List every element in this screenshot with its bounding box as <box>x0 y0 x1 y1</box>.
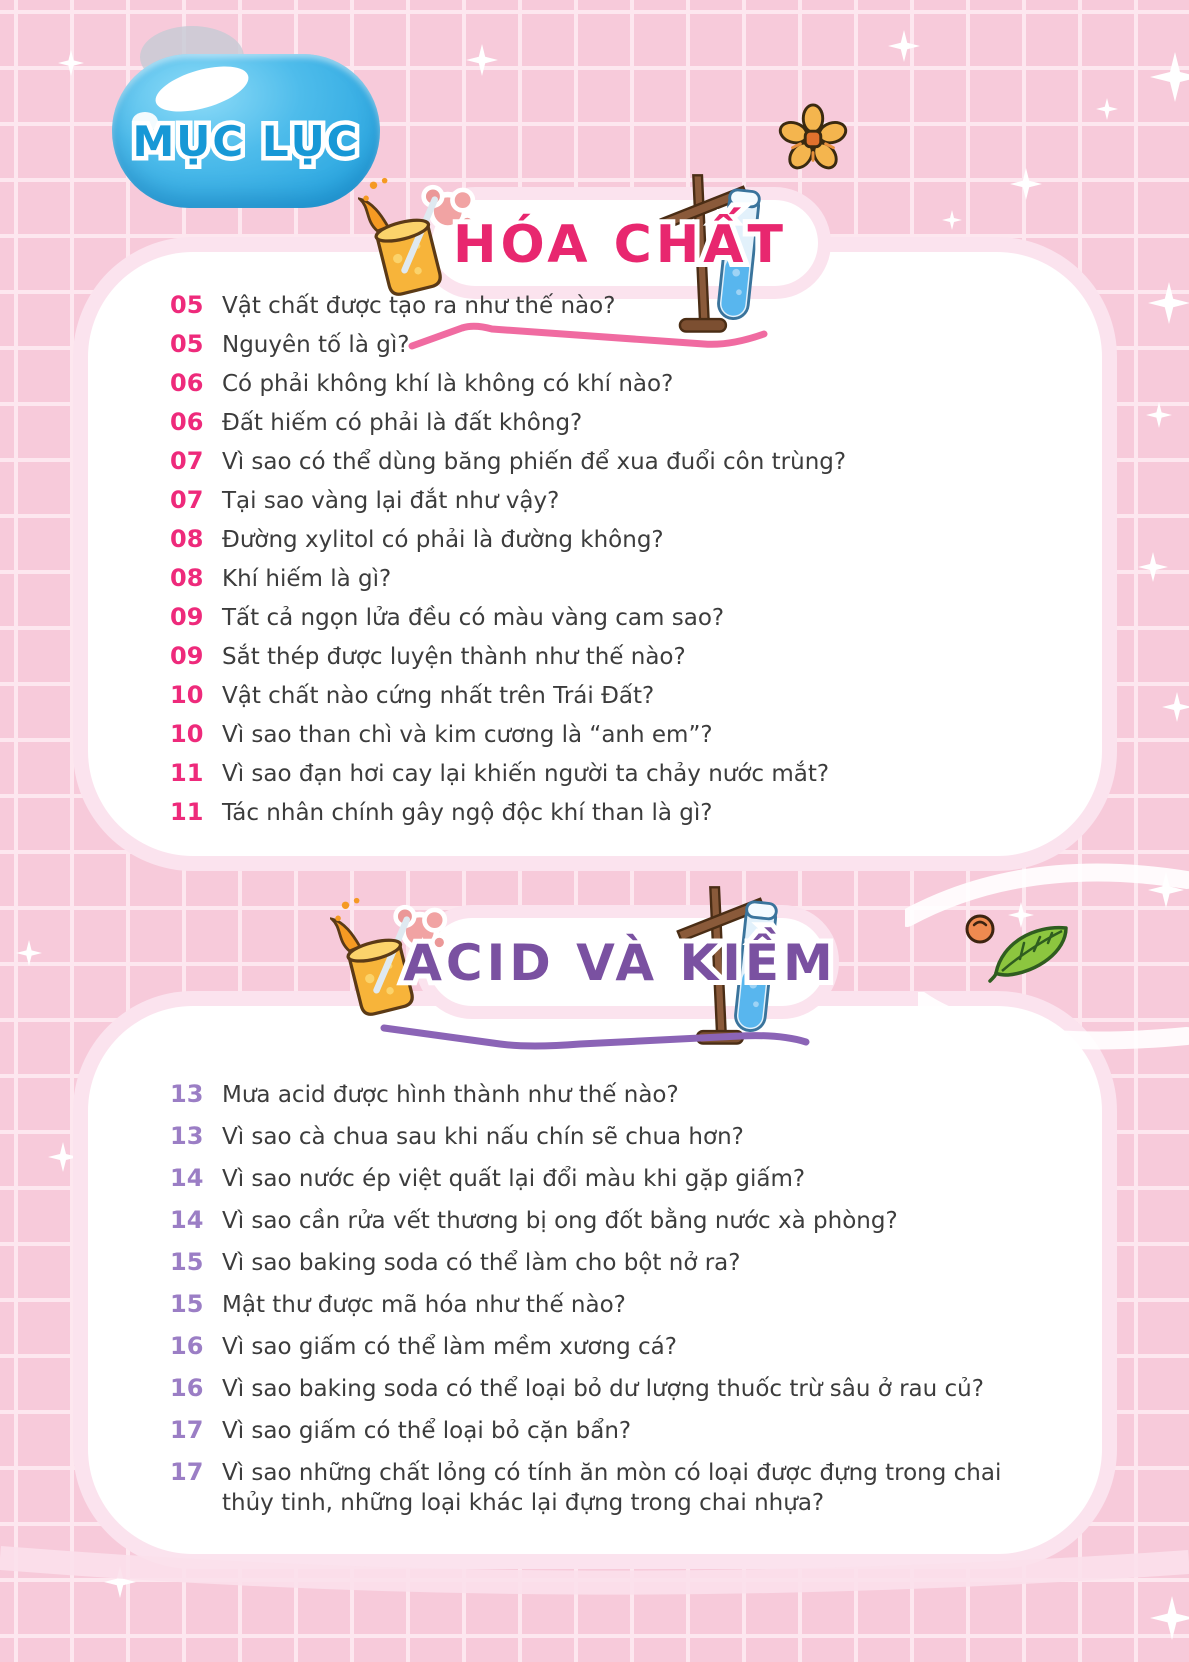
section2-title: ACID VÀ KIỀM <box>403 934 837 992</box>
section1-underline <box>408 320 768 354</box>
toc-entry-page-number: 07 <box>170 447 204 475</box>
toc-entry <box>170 408 1040 437</box>
toc-entry <box>170 720 1040 749</box>
sparkle-icon <box>888 30 920 62</box>
sparkle-icon <box>1162 692 1189 722</box>
toc-entry <box>170 798 1040 827</box>
toc-entry <box>170 603 1040 632</box>
toc-entry <box>170 525 1040 554</box>
toc-entry-page-number: 09 <box>170 642 204 670</box>
toc-entry-page-number: 08 <box>170 525 204 553</box>
toc-entry <box>170 1416 1040 1446</box>
toc-entry-title: Vì sao nước ép việt quất lại đổi màu khi gặp giấm? <box>222 1166 806 1192</box>
flower-icon <box>778 100 848 174</box>
toc-entry-title: Đất hiếm có phải là đất không? <box>222 410 583 436</box>
toc-entry-page-number: 17 <box>170 1416 204 1444</box>
toc-entry-page-number: 11 <box>170 798 204 826</box>
toc-entry-title: Tất cả ngọn lửa đều có màu vàng cam sao? <box>222 605 725 631</box>
toc-entry-page-number: 07 <box>170 486 204 514</box>
toc-entry <box>170 1248 1040 1278</box>
sparkle-icon <box>16 940 42 966</box>
sparkle-icon <box>1138 552 1168 582</box>
toc-entry-page-number: 05 <box>170 330 204 358</box>
sparkle-icon <box>942 210 962 230</box>
toc-entry-title: Mưa acid được hình thành như thế nào? <box>222 1082 679 1108</box>
toc-entry <box>170 1290 1040 1320</box>
toc-entry-title: Vì sao than chì và kim cương là “anh em”? <box>222 722 713 748</box>
toc-entry-title: Tại sao vàng lại đắt như vậy? <box>222 488 560 514</box>
toc-entry <box>170 759 1040 788</box>
toc-entry <box>170 564 1040 593</box>
toc-entry-page-number: 14 <box>170 1164 204 1192</box>
toc-entry-title: Vì sao giấm có thể loại bỏ cặn bẩn? <box>222 1418 632 1444</box>
toc-entry-title: Nguyên tố là gì? <box>222 332 410 358</box>
white-swoosh-decoration <box>918 992 1189 1062</box>
toc-entry <box>170 1374 1040 1404</box>
toc-entry-title: Có phải không khí là không có khí nào? <box>222 371 674 397</box>
toc-entry-title: Vì sao baking soda có thể làm cho bột nở ra? <box>222 1250 741 1276</box>
toc-entry-title: Vật chất nào cứng nhất trên Trái Đất? <box>222 683 655 709</box>
section2-toc-list <box>170 1080 1040 1530</box>
toc-entry-title: Vì sao giấm có thể làm mềm xương cá? <box>222 1334 677 1360</box>
toc-entry-title: Mật thư được mã hóa như thế nào? <box>222 1292 626 1318</box>
toc-entry-page-number: 17 <box>170 1458 204 1486</box>
section1-toc-list <box>170 291 1040 837</box>
toc-entry <box>170 1164 1040 1194</box>
toc-entry <box>170 681 1040 710</box>
toc-entry-page-number: 08 <box>170 564 204 592</box>
toc-entry-page-number: 11 <box>170 759 204 787</box>
toc-entry-page-number: 14 <box>170 1206 204 1234</box>
toc-entry <box>170 447 1040 476</box>
sparkle-icon <box>466 44 498 76</box>
sparkle-icon <box>1150 52 1189 102</box>
toc-entry-title: Vì sao cần rửa vết thương bị ong đốt bằng nước xà phòng? <box>222 1208 898 1234</box>
toc-entry-title: Vì sao cà chua sau khi nấu chín sẽ chua hơn? <box>222 1124 744 1150</box>
toc-entry <box>170 642 1040 671</box>
sparkle-icon <box>1146 402 1172 428</box>
toc-entry-page-number: 16 <box>170 1374 204 1402</box>
toc-entry <box>170 369 1040 398</box>
toc-entry-title: Vì sao baking soda có thể loại bỏ dư lượng thuốc trừ sâu ở rau củ? <box>222 1376 984 1402</box>
toc-entry <box>170 1206 1040 1236</box>
toc-entry-page-number: 06 <box>170 408 204 436</box>
toc-entry-page-number: 15 <box>170 1248 204 1276</box>
toc-entry-page-number: 16 <box>170 1332 204 1360</box>
sparkle-icon <box>1010 168 1042 200</box>
toc-entry-page-number: 10 <box>170 681 204 709</box>
toc-entry-page-number: 15 <box>170 1290 204 1318</box>
toc-entry-page-number: 05 <box>170 291 204 319</box>
toc-entry <box>170 1458 1040 1518</box>
toc-entry <box>170 1332 1040 1362</box>
toc-entry-title: Khí hiếm là gì? <box>222 566 392 592</box>
toc-entry-page-number: 10 <box>170 720 204 748</box>
toc-title-bubble <box>112 54 380 208</box>
sparkle-icon <box>48 1142 78 1172</box>
toc-entry-title: Tác nhân chính gây ngộ độc khí than là gì? <box>222 800 713 826</box>
toc-entry <box>170 1080 1040 1110</box>
toc-entry-title: Sắt thép được luyện thành như thế nào? <box>222 644 686 670</box>
sparkle-icon <box>1148 282 1189 324</box>
leaf-berry-icon <box>950 895 1085 990</box>
sparkle-icon <box>1096 98 1118 120</box>
toc-entry-page-number: 13 <box>170 1122 204 1150</box>
toc-entry-title: Vì sao có thể dùng băng phiến để xua đuổi côn trùng? <box>222 449 847 475</box>
section2-underline <box>380 1018 810 1054</box>
toc-entry-title: Vì sao đạn hơi cay lại khiến người ta chảy nước mắt? <box>222 761 830 787</box>
bottom-wave-decoration <box>0 1544 1189 1604</box>
toc-entry-title: Đường xylitol có phải là đường không? <box>222 527 664 553</box>
toc-entry-title: Vì sao những chất lỏng có tính ăn mòn có loại được đựng trong chai thủy tinh, những loại khác lại đựng trong chai nhựa? <box>222 1460 1002 1516</box>
section1-title: HÓA CHẤT <box>452 215 788 275</box>
toc-entry-page-number: 09 <box>170 603 204 631</box>
toc-entry <box>170 291 1040 320</box>
toc-entry <box>170 486 1040 515</box>
toc-entry <box>170 1122 1040 1152</box>
toc-entry-page-number: 06 <box>170 369 204 397</box>
toc-entry-title: Vật chất được tạo ra như thế nào? <box>222 293 616 319</box>
sparkle-icon <box>58 50 84 76</box>
toc-entry-page-number: 13 <box>170 1080 204 1108</box>
page-title: MỤC LỤC <box>132 117 360 166</box>
